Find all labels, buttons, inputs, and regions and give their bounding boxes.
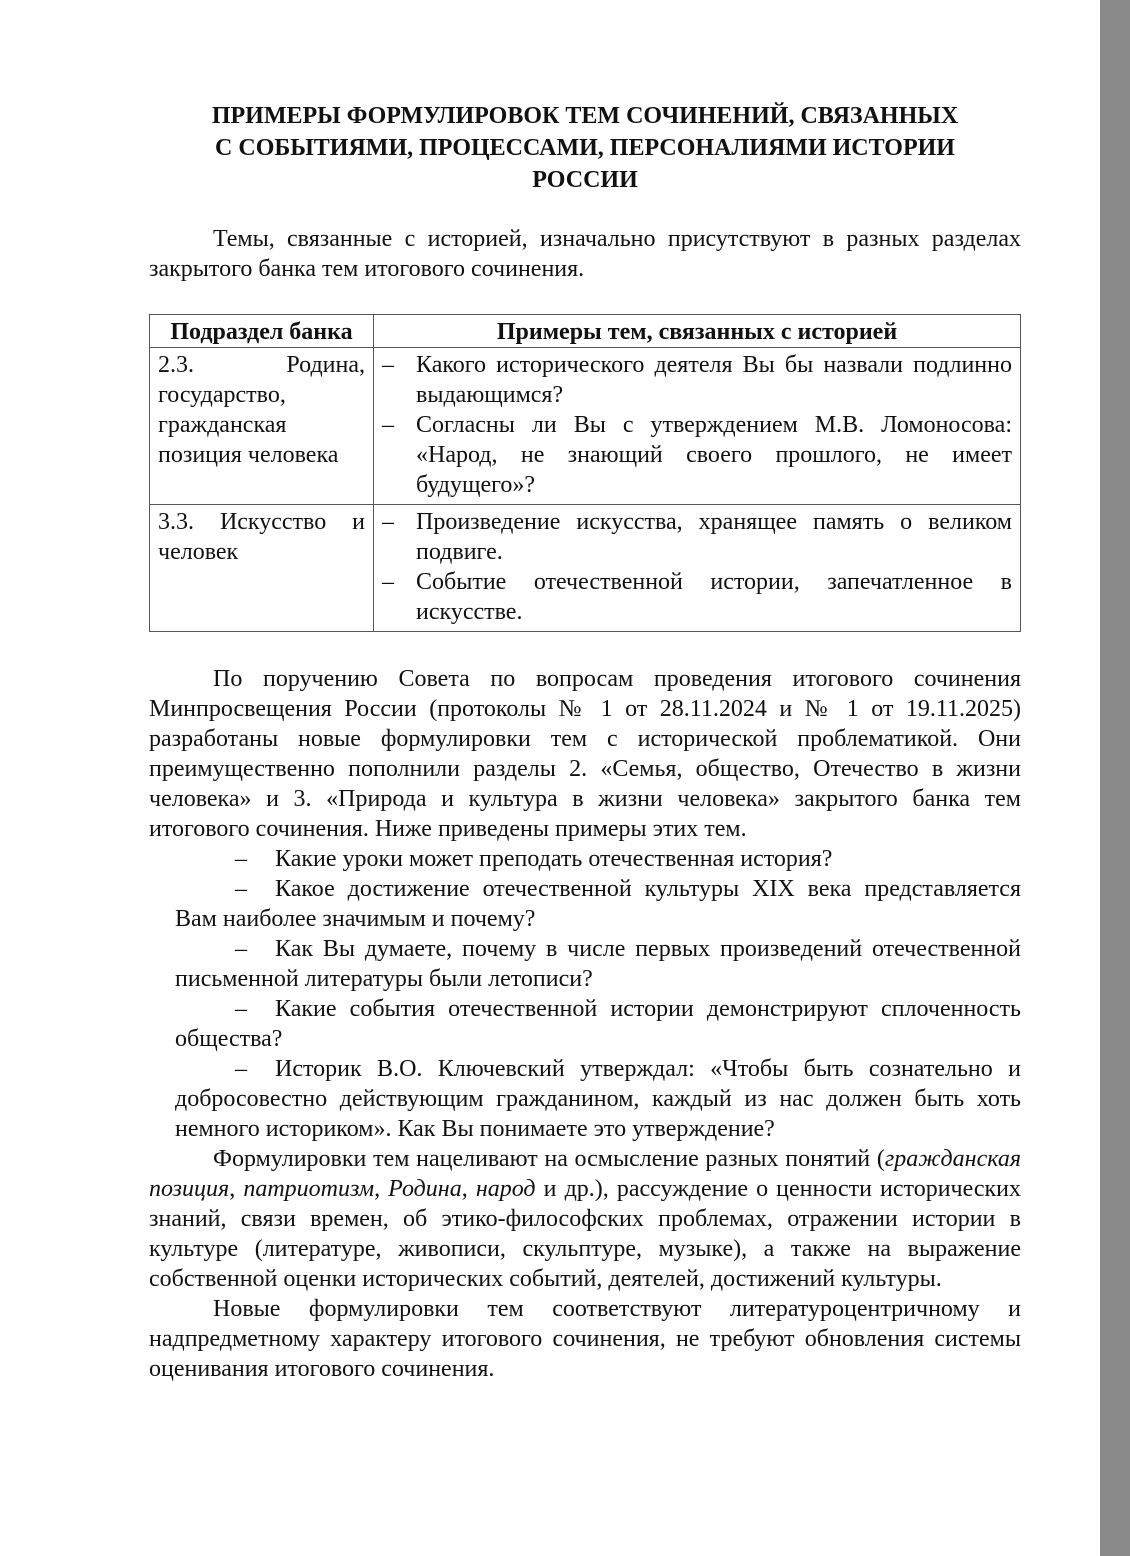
topics-list	[382, 350, 1012, 500]
title-line-2: С СОБЫТИЯМИ, ПРОЦЕССАМИ, ПЕРСОНАЛИЯМИ ИСТОРИИ	[215, 135, 955, 161]
example-topic-text: Какие уроки может преподать отечественная история?	[275, 846, 833, 872]
document-title	[149, 100, 1021, 196]
topics-cell	[374, 348, 1021, 505]
table-row	[150, 505, 1021, 632]
dash-marker: –	[235, 846, 247, 872]
example-topic-item	[175, 1054, 1021, 1144]
body-paragraph-1: По поручению Совета по вопросам проведения итогового сочинения Минпросвещения России (протоколы № 1 от 28.11.2024 и № 1 от 19.11.2025) разработаны новые формулировки тем с исторической проблематикой. Они преимущественно пополнили разделы 2. «Семья, общество, Отечество в жизни человека» и 3. «Природа и культура в жизни человека» закрытого банка тем итогового сочинения. Ниже приведены примеры этих тем.	[149, 666, 1021, 842]
dash-marker: –	[235, 1056, 247, 1082]
intro-paragraph: Темы, связанные с историей, изначально присутствуют в разных разделах закрытого банка тем итогового сочинения.	[149, 226, 1021, 282]
section-cell: 3.3. Искусство и человек	[150, 505, 374, 632]
example-topic-text: Какие события отечественной истории демонстрируют сплоченность общества?	[175, 996, 1021, 1052]
separator: ,	[229, 1176, 244, 1202]
example-topic-item	[175, 994, 1021, 1054]
body-paragraph-3: Новые формулировки тем соответствуют литературоцентричному и надпредметному характеру итогового сочинения, не требуют обновления системы оценивания итогового сочинения.	[149, 1296, 1021, 1382]
topic-item: – Событие отечественной истории, запечатленное в искусстве.	[382, 567, 1012, 627]
example-topic-text: Как Вы думаете, почему в числе первых произведений отечественной письменной литературы были летописи?	[175, 936, 1021, 992]
title-line-3: РОССИИ	[532, 167, 638, 193]
topics-cell	[374, 505, 1021, 632]
example-topic-item	[175, 874, 1021, 934]
para2-end: и др.), рассуждение о ценности исторических знаний, связи времен, об этико-философских проблемах, отражении истории в культуре (литературе, живописи, скульптуре, музыке), а также на выражение собственной оценки исторических событий, деятелей, достижений культуры.	[149, 1176, 1022, 1292]
topic-item: – Согласны ли Вы с утверждением М.В. Ломоносова: «Народ, не знающий своего прошлого, не имеет будущего»?	[382, 410, 1012, 500]
separator: ,	[461, 1176, 476, 1202]
term-people: народ	[475, 1176, 536, 1202]
topics-table	[149, 314, 1021, 632]
topics-list	[382, 507, 1012, 627]
example-topics-list	[149, 844, 1021, 1144]
vertical-scrollbar[interactable]	[1100, 0, 1130, 1556]
header-topics: Примеры тем, связанных с историей	[374, 315, 1021, 348]
dash-marker: –	[235, 876, 247, 902]
section-cell: 2.3. Родина, государство, гражданская позиция человека	[150, 348, 374, 505]
para2-start: Формулировки тем нацеливают на осмысление разных понятий (	[213, 1146, 885, 1172]
separator: ,	[374, 1176, 389, 1202]
example-topic-text: Какое достижение отечественной культуры XIX века представляется Вам наиболее значимым и почему?	[175, 876, 1021, 932]
table-row	[150, 348, 1021, 505]
topic-item: – Произведение искусства, хранящее память о великом подвиге.	[382, 507, 1012, 567]
example-topic-item	[175, 844, 1021, 874]
term-patriotism: патриотизм	[243, 1176, 375, 1202]
dash-marker: –	[235, 936, 247, 962]
title-line-1: ПРИМЕРЫ ФОРМУЛИРОВОК ТЕМ СОЧИНЕНИЙ, СВЯЗАННЫХ	[211, 103, 959, 129]
header-section: Подраздел банка	[150, 315, 374, 348]
table-header-row	[150, 315, 1021, 348]
example-topic-item	[175, 934, 1021, 994]
dash-marker: –	[235, 996, 247, 1022]
document-page	[149, 100, 1021, 1384]
term-civic-position: гражданская позиция	[149, 1146, 1021, 1202]
term-motherland: Родина	[388, 1176, 462, 1202]
body-paragraph-2	[149, 1144, 1021, 1294]
example-topic-text: Историк В.О. Ключевский утверждал: «Чтобы быть сознательно и добросовестно действующим гражданином, каждый из нас должен быть хоть немного историком». Как Вы понимаете это утверждение?	[175, 1056, 1021, 1142]
topic-item: – Какого исторического деятеля Вы бы назвали подлинно выдающимся?	[382, 350, 1012, 410]
